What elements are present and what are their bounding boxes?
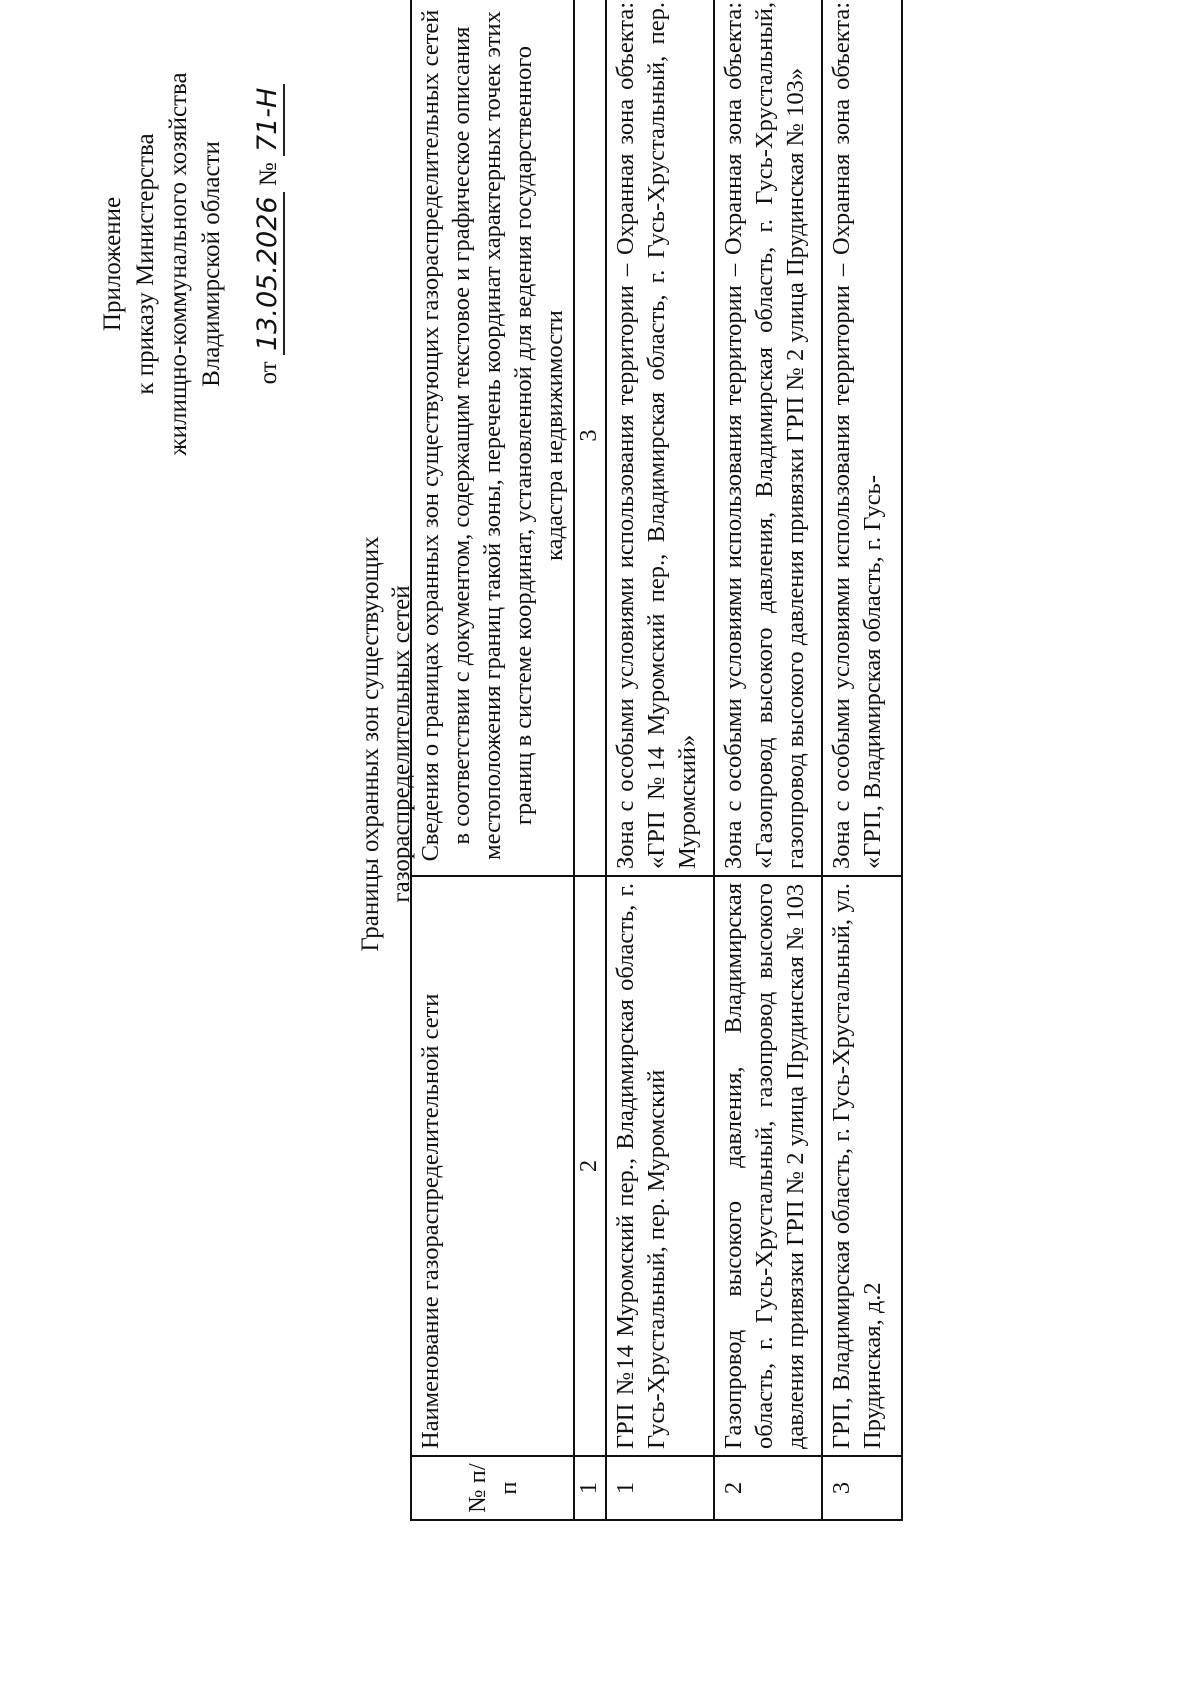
row-number: 3 xyxy=(822,1456,902,1520)
document-title xyxy=(355,484,417,1004)
row-number: 2 xyxy=(714,1456,822,1520)
date-prefix: от xyxy=(255,361,282,385)
order-date-line xyxy=(252,34,285,434)
column-number: 3 xyxy=(574,0,606,876)
header-network-name: Наименование газораспределительной сети xyxy=(411,876,574,1456)
header-zone-info: Сведения о границах охранных зон существующих газораспределительных сетей в соответствии с документом, содержащим текстовое и графическое описания местоположения границ такой зоны, перечень координат характерных точек этих границ в системе координат, установленной для ведения государственного кадастра недвижимости xyxy=(411,0,574,876)
zone-info: Зона с особыми условиями использования территории – Охранная зона объекта: «ГРП №14 Муромский пер., Владимирская область, г. Гусь-Хрустальный, пер. Муромский» xyxy=(606,0,714,876)
table-row xyxy=(606,0,714,1520)
row-number: 1 xyxy=(606,1456,714,1520)
header-number: № п/п xyxy=(411,1456,574,1520)
table-header-row xyxy=(411,0,574,1520)
zone-info: Зона с особыми условиями использования территории – Охранная зона объекта: «Газопровод высокого давления, Владимирская область, г. Гусь-Хрустальный, газопровод высокого давления привязки ГРП № 2 улица Прудинская № 103» xyxy=(714,0,822,876)
network-name: ГРП, Владимирская область, г. Гусь-Хрустальный, ул. Прудинская, д.2 xyxy=(822,876,902,1456)
appendix-block xyxy=(96,34,228,494)
appendix-line: к приказу Министерства xyxy=(132,133,159,395)
zone-info: Зона с особыми условиями использования территории – Охранная зона объекта: «ГРП, Владимирская область, г. Гусь- xyxy=(822,0,902,876)
handwritten-date: 13.05.2026 xyxy=(253,192,285,355)
appendix-line: Приложение xyxy=(99,196,126,332)
title-line: Границы охранных зон существующих xyxy=(357,536,384,952)
network-name: ГРП №14 Муромский пер., Владимирская область, г. Гусь-Хрустальный, пер. Муромский xyxy=(606,876,714,1456)
number-sign: № xyxy=(255,162,282,187)
column-number: 1 xyxy=(574,1456,606,1520)
title-line: газораспределительных сетей xyxy=(388,585,415,903)
handwritten-number: 71-Н xyxy=(253,84,285,156)
column-number-row xyxy=(574,0,606,1520)
table-row xyxy=(714,0,822,1520)
appendix-line: жилищно-коммунального хозяйства xyxy=(165,72,192,456)
table-row xyxy=(822,0,902,1520)
column-number: 2 xyxy=(574,876,606,1456)
appendix-line: Владимирской области xyxy=(198,141,225,387)
network-name: Газопровод высокого давления, Владимирская область, г. Гусь-Хрустальный, газопровод высокого давления привязки ГРП № 2 улица Прудинская № 103 xyxy=(714,876,822,1456)
zones-table xyxy=(410,0,903,1521)
